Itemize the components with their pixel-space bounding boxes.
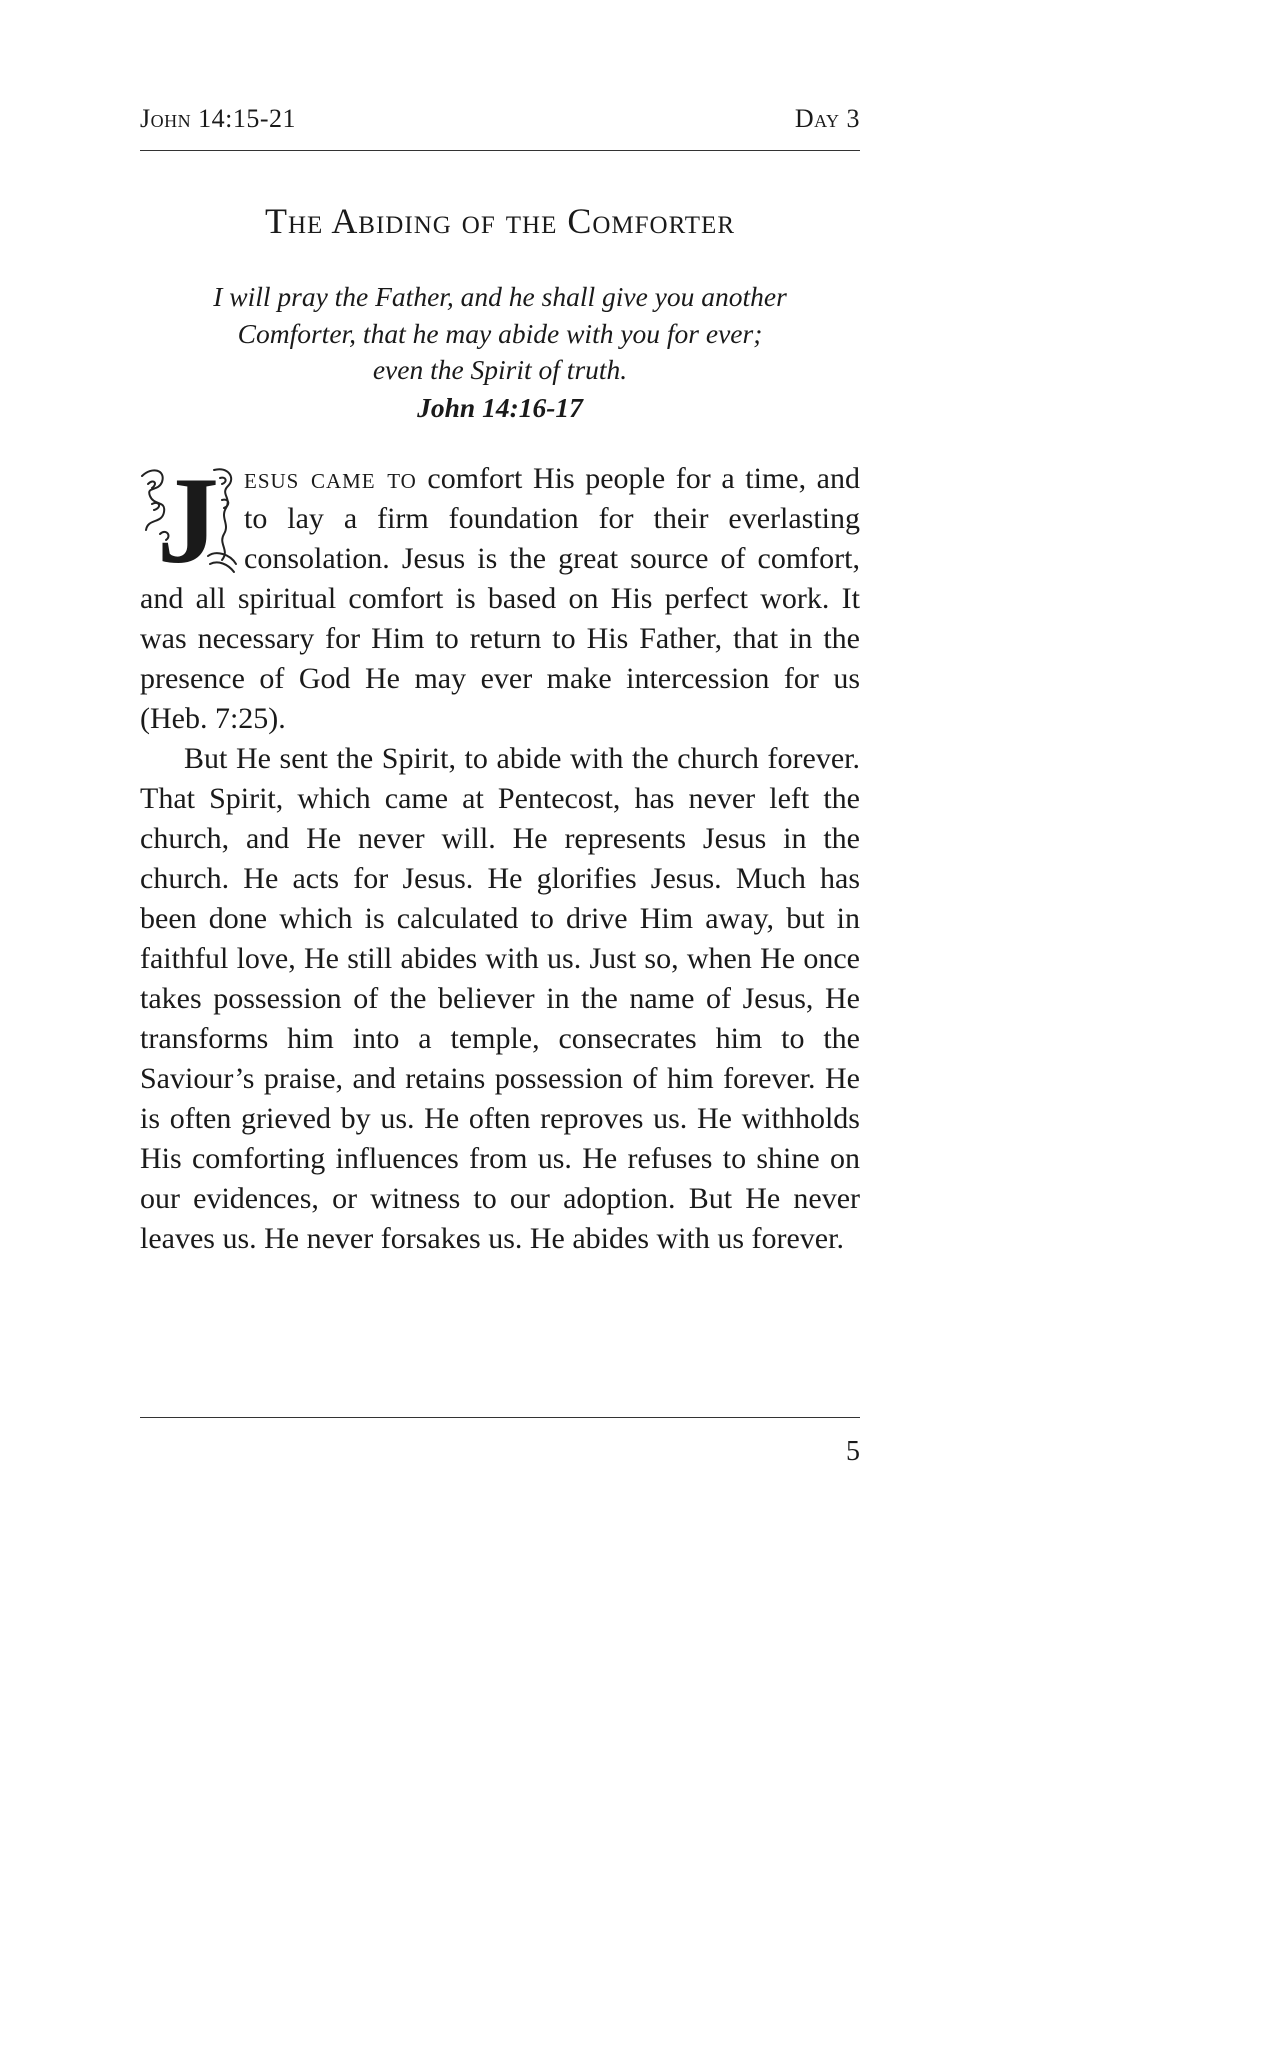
ornate-initial-icon — [138, 464, 238, 576]
header-rule — [140, 150, 860, 151]
paragraph-text: But He sent the Spirit, to abide with the church forever. That Spirit, which came at Pentecost, has never left the church, and He never will. He represents Jesus in the church. He acts for Jesus. He glorifies Jesus. Much has been done which is calculated to drive Him away, but in faithful love, He still abides with us. Just so, when He once takes possession of the believer in the name of Jesus, He transforms him into a temple, consecrates him to the Saviour’s praise, and retains possession of him forever. He is often grieved by us. He often reproves us. He withholds His comforting influences from us. He refuses to shine on our evidences, or witness to our adoption. But He never leaves us. He never forsakes us. He abides with us forever. — [140, 742, 860, 1255]
epigraph-line: even the Spirit of truth. — [372, 354, 628, 385]
epigraph — [140, 279, 860, 426]
header-day: Day 3 — [794, 104, 860, 133]
paragraph — [140, 459, 860, 739]
epigraph-reference: John 14:16-17 — [417, 391, 583, 423]
epigraph-line: I will pray the Father, and he shall give you another — [213, 281, 787, 312]
opening-smallcaps: esus came to — [244, 462, 417, 495]
running-header — [140, 104, 860, 138]
paragraph — [140, 739, 860, 1259]
epigraph-line: Comforter, that he may abide with you for ever; — [237, 317, 763, 349]
header-passage: John 14:15-21 — [140, 104, 296, 133]
dropcap-letter: J — [157, 464, 219, 576]
footer-rule — [140, 1417, 860, 1418]
page-number: 5 — [846, 1436, 860, 1467]
body-text — [140, 459, 860, 1259]
paragraph-text: comfort His people for a time, and to lay a firm foundation for their everlasting consolation. Jesus is the great source of comfort, and all spiritual comfort is based on His perfect work. It was necessary for Him to return to His Father, that in the presence of God He may ever make intercession for us (Heb. 7:25). — [140, 462, 860, 735]
page-title: The Abiding of the Comforter — [264, 201, 735, 241]
